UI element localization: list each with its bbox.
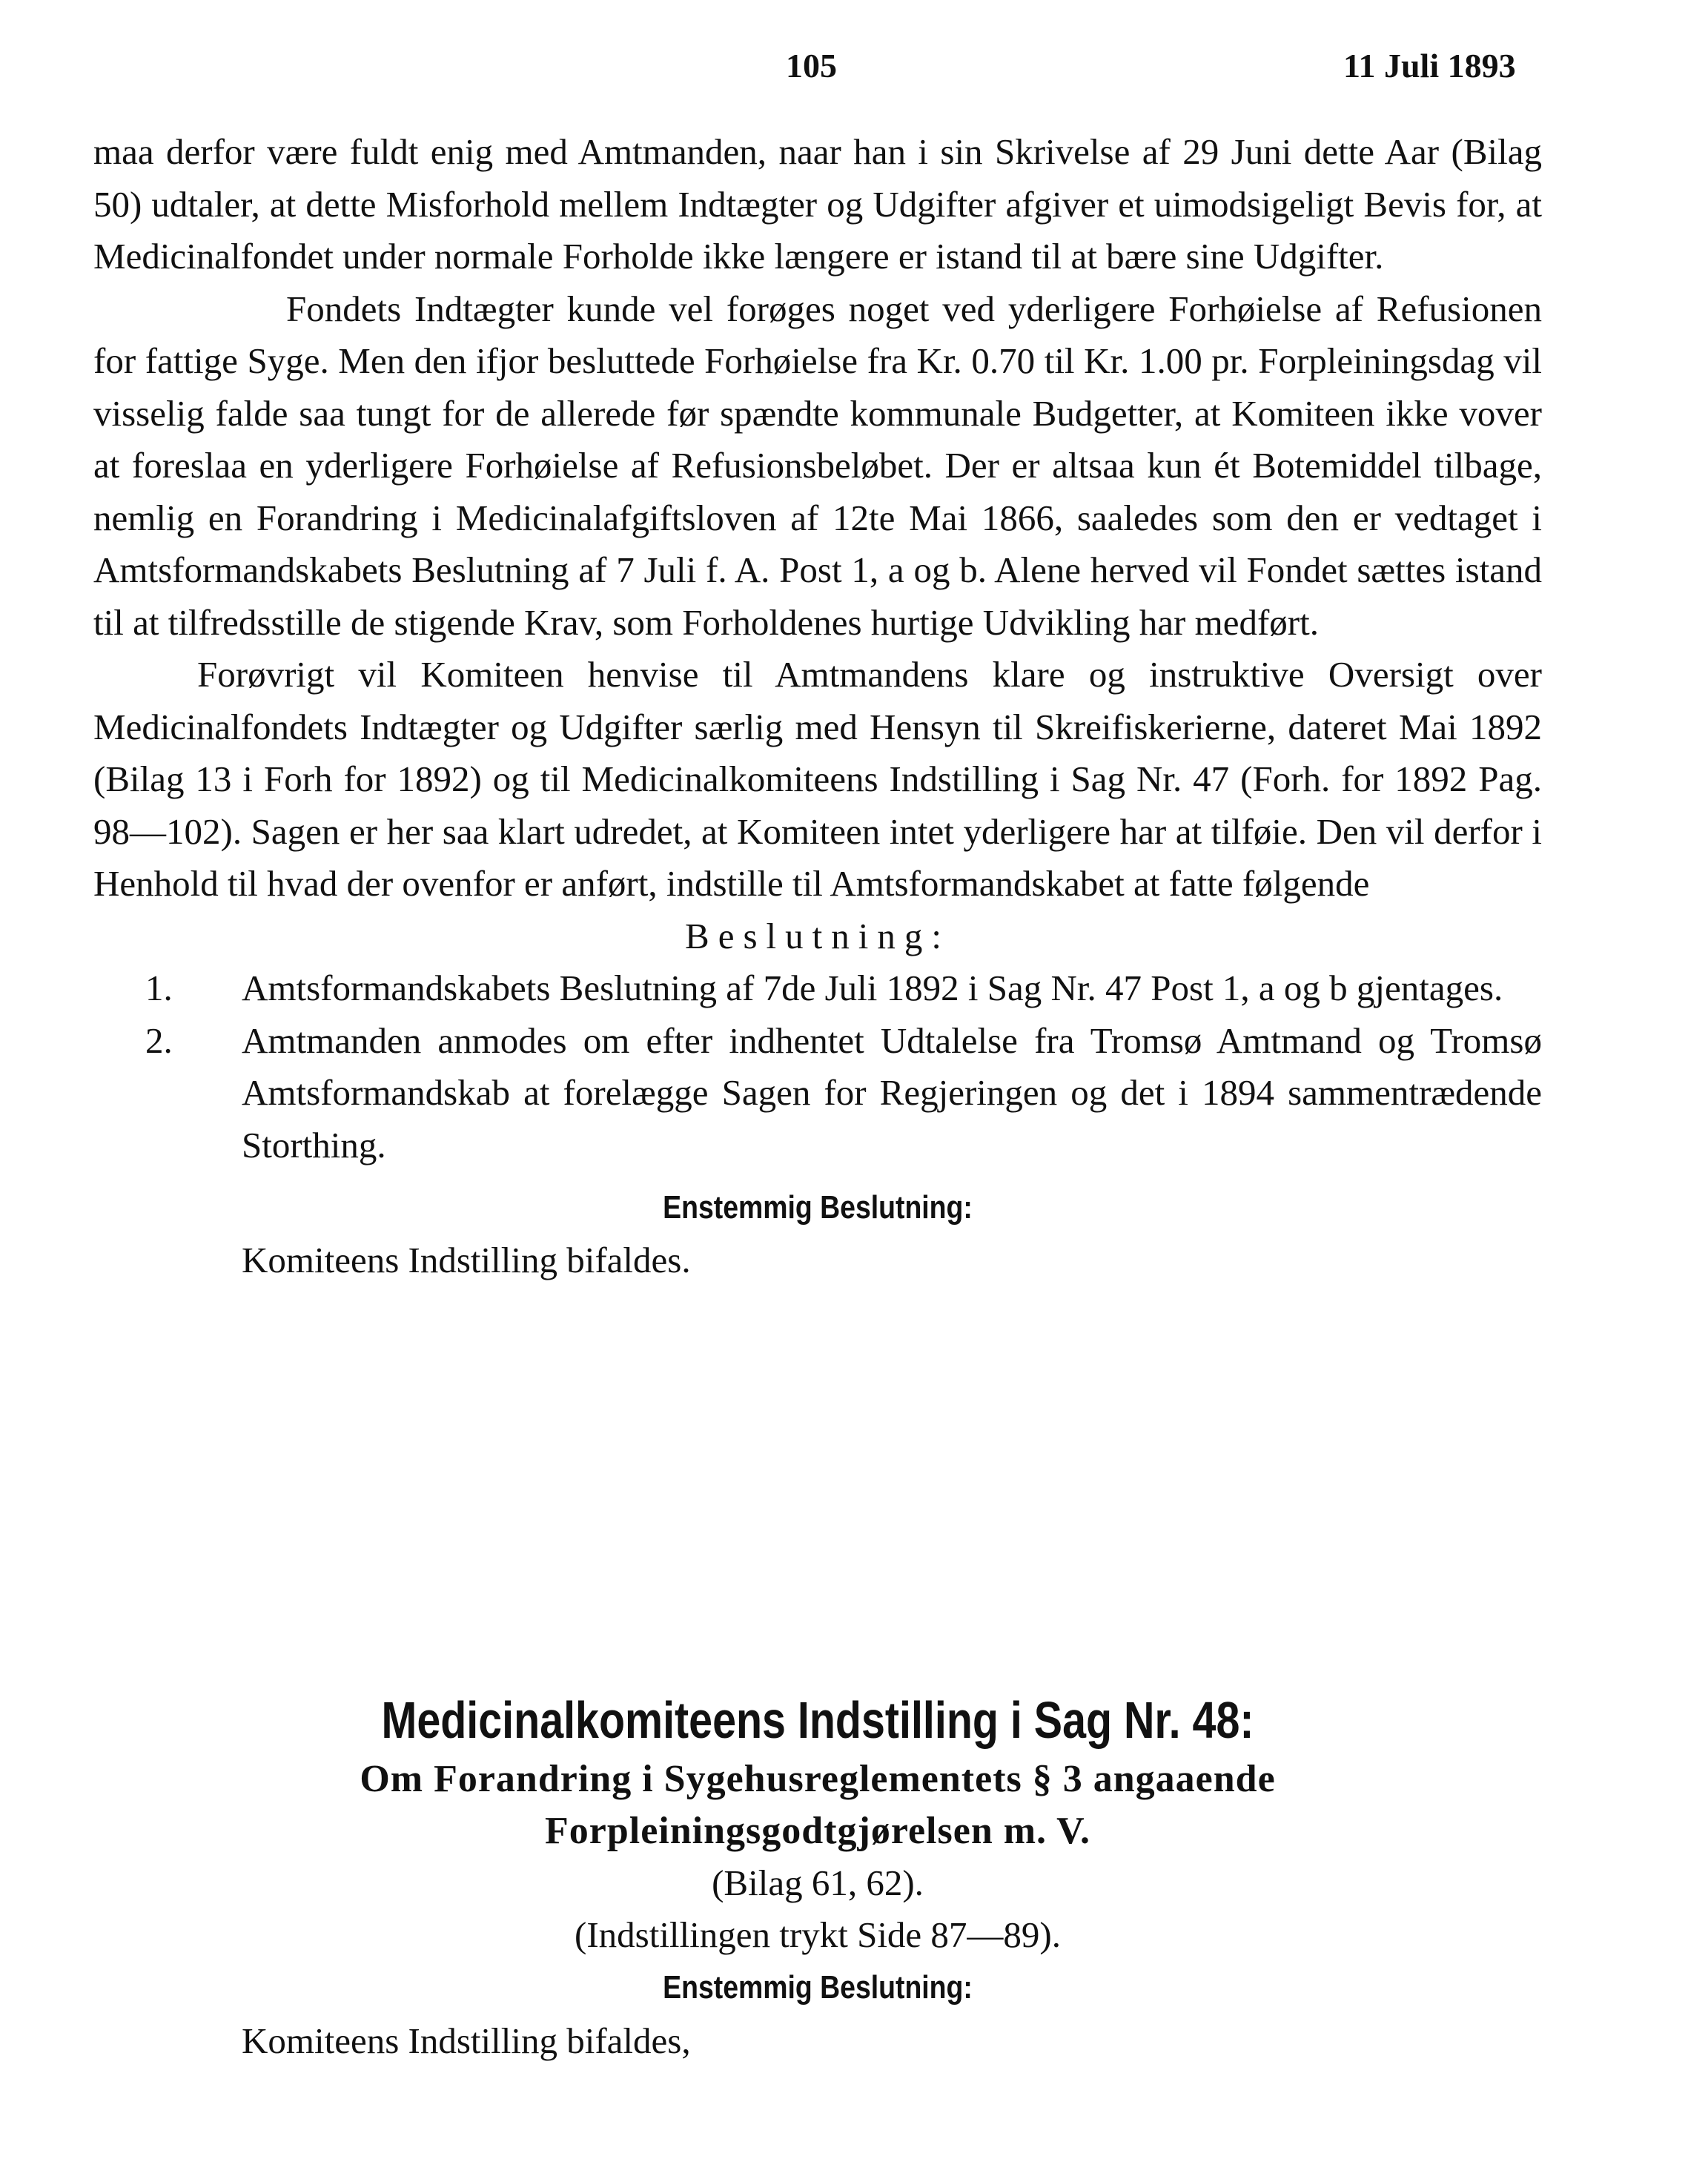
list-item	[93, 962, 1542, 1015]
bifaldes-line: Komiteens Indstilling bifaldes.	[242, 1239, 691, 1280]
paragraph-2: Fondets Indtægter kunde vel forøges noget ved yderligere Forhøielse af Refusionen for fattige Syge. Men den ifjor besluttede Forhøielse fra Kr. 0.70 til Kr. 1.00 pr. Forpleiningsdag vil visselig falde saa tungt for de allerede før spændte kommunale Budgetter, at Komiteen ikke vover at foreslaa en yderligere Forhøielse af Refusionsbeløbet. Der er altsaa kun ét Botemiddel tilbage, nemlig en Forandring i Medicinalafgiftsloven af 12te Mai 1866, saaledes som den er vedtaget i Amtsformandskabets Beslutning af 7 Juli f. A. Post 1, a og b. Alene herved vil Fondet sættes istand til at tilfredsstille de stigende Krav, som Forholdenes hurtige Udvikling har medført.	[93, 288, 1542, 643]
list-item	[93, 1015, 1542, 1172]
section-title: Medicinalkomiteens Indstilling i Sag Nr. 48:	[381, 1691, 1254, 1749]
paragraph-3: Forøvrigt vil Komiteen henvise til Amtmandens klare og instruktive Oversigt over Medicinalfondets Indtægter og Udgifter særlig med Hensyn til Skreifiskerierne, dateret Mai 1892 (Bilag 13 i Forh for 1892) og til Medicinalkomiteens Indstilling i Sag Nr. 47 (Forh. for 1892 Pag. 98—102). Sagen er her saa klart udredet, at Komiteen intet yderligere har at tilføie. Den vil derfor i Henhold til hvad der ovenfor er anført, indstille til Amtsformandskabet at fatte følgende	[93, 654, 1542, 904]
section-subtitle-2: Forpleiningsgodtgjørelsen m. V.	[545, 1810, 1090, 1852]
enstemmig-heading: Enstemmig Beslutning:	[663, 1189, 973, 1226]
main-text	[93, 126, 1542, 1286]
list-item-text: Amtmanden anmodes om efter indhentet Udtalelse fra Tromsø Amtmand og Tromsø Amtsformandskab at forelægge Sagen for Regjeringen og det i 1894 sammentrædende Storthing.	[242, 1019, 1542, 1165]
list-item-number: 2.	[145, 1019, 173, 1061]
bilag-reference: (Bilag 61, 62).	[712, 1862, 924, 1903]
header-date: 11 Juli 1893	[1343, 47, 1516, 85]
enstemmig-heading-2: Enstemmig Beslutning:	[663, 1969, 973, 2006]
trykt-reference: (Indstillingen trykt Side 87—89).	[575, 1914, 1061, 1955]
paragraph-1: maa derfor være fuldt enig med Amtmanden, naar han i sin Skrivelse af 29 Juni dette Aar (Bilag 50) udtaler, at dette Misforhold mellem Indtægter og Udgifter afgiver et uimodsigeligt Bevis for, at Medicinalfondet under normale Forholde ikke længere er istand til at bære sine Udgifter.	[93, 131, 1542, 277]
list-item-text: Amtsformandskabets Beslutning af 7de Juli 1892 i Sag Nr. 47 Post 1, a og b gjentages.	[242, 968, 1503, 1008]
list-item-number: 1.	[145, 968, 173, 1008]
page-header	[0, 46, 1708, 98]
page-number: 105	[786, 47, 837, 85]
bifaldes-line-2: Komiteens Indstilling bifaldes,	[242, 2020, 691, 2061]
resolution-list	[93, 962, 1542, 1171]
section-subtitle-1: Om Forandring i Sygehusreglementets § 3 angaaende	[360, 1758, 1276, 1800]
section-sag-48	[93, 1687, 1542, 2068]
beslutning-heading: Beslutning:	[685, 915, 950, 956]
